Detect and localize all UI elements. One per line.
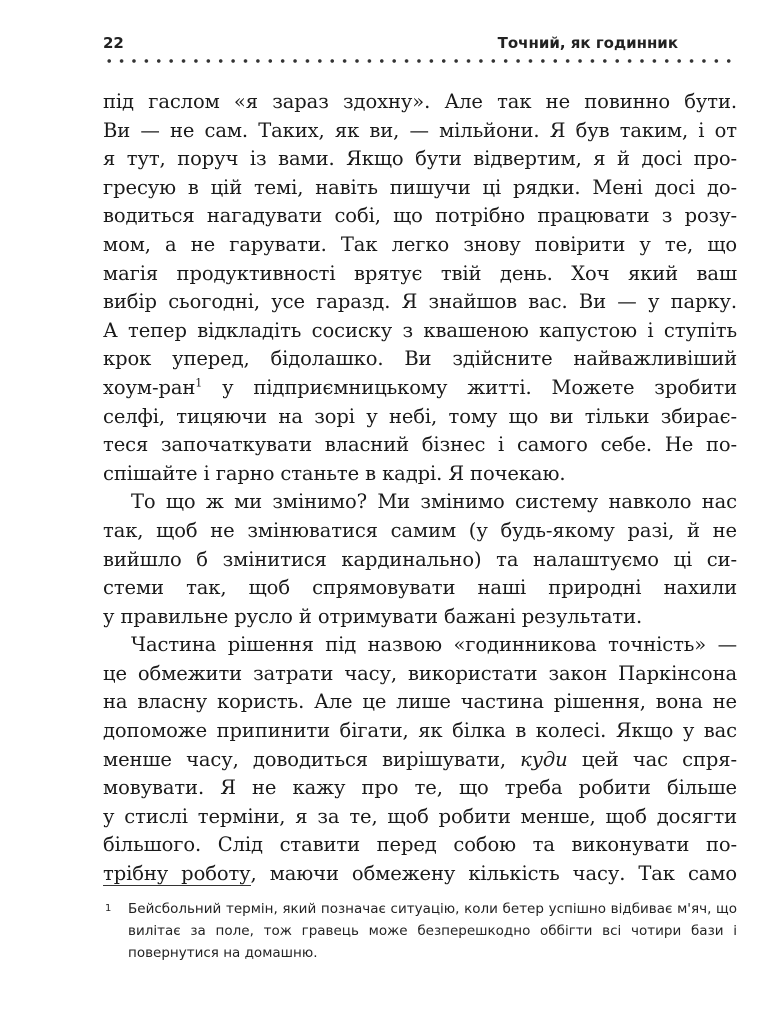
paragraph-1	[103, 88, 737, 488]
text-line: мовувати. Я не кажу про те, що треба робити більше	[103, 776, 737, 800]
text-line: Ви — не сам. Таких, як ви, — мільйони. Я був таким, і от	[103, 118, 737, 142]
text-line: водиться нагадувати собі, що потрібно працювати з розу-	[103, 204, 737, 228]
text-line: під гаслом «я зараз здохну». Але так не повинно бути.	[103, 90, 737, 113]
paragraph-3	[103, 631, 737, 888]
text-line: трібну роботу, маючи обмежену кількість часу. Так само	[103, 862, 737, 886]
text-line: більшого. Слід ставити перед собою та виконувати по-	[103, 833, 737, 857]
footnote-reference: 1	[195, 376, 203, 390]
text-line	[103, 374, 737, 403]
body-text	[103, 88, 737, 889]
text-line: крок уперед, бідолашко. Ви здійсните найважливіший	[103, 347, 737, 371]
text-line: стеми так, щоб спрямовувати наші природні нахили	[103, 576, 737, 600]
text-line: А тепер відкладіть сосиску з квашеною капустою і ступіть	[103, 318, 737, 342]
text-line	[103, 746, 737, 775]
text-fragment: хоум-ран	[103, 375, 196, 399]
footnote-mark: 1	[105, 903, 112, 914]
text-line: магія продуктивності врятує твій день. Хоч який ваш	[103, 261, 737, 285]
text-line: спішайте і гарно станьте в кадрі. Я почекаю.	[103, 461, 566, 485]
text-line: на власну користь. Але це лише частина рішення, вона не	[103, 690, 737, 714]
text-line: То що ж ми змінимо? Ми змінимо систему навколо нас	[131, 490, 737, 514]
text-line: у правильне русло й отримувати бажані результати.	[103, 604, 643, 628]
text-fragment: менше часу, доводиться вирішувати,	[103, 747, 506, 771]
dotted-divider	[103, 58, 733, 64]
footnote-rule	[103, 885, 251, 886]
running-title: Точний, як годинник	[497, 34, 678, 52]
text-line: вибір сьогодні, усе гаразд. Я знайшов вас. Ви — у парку.	[103, 290, 737, 314]
text-line: це обмежити затрати часу, використати закон Паркінсона	[103, 661, 737, 685]
text-line: у стислі терміни, я за те, щоб робити менше, щоб досягти	[103, 804, 737, 828]
text-line: селфі, тицяючи на зорі у небі, тому що ви тільки збирає-	[103, 404, 737, 428]
text-fragment: у підприємницькому житті. Можете зробити	[222, 375, 737, 399]
emphasized-word: куди	[520, 747, 568, 771]
text-line: так, щоб не змінюватися самим (у будь-якому разі, й не	[103, 518, 737, 542]
text-line: теся започаткувати власний бізнес і самого себе. Не по-	[103, 433, 737, 457]
text-line: допоможе припинити бігати, як білка в колесі. Якщо у вас	[103, 719, 737, 743]
text-line: мом, а не гарувати. Так легко знову повірити у те, що	[103, 232, 737, 256]
text-fragment: цей час спря-	[581, 747, 737, 771]
footnote	[103, 898, 737, 964]
text-line: я тут, поруч із вами. Якщо бути відвертим, я й досі про-	[103, 147, 737, 171]
text-line: Частина рішення під назвою «годинникова точність» —	[131, 633, 737, 657]
text-line: гресую в цій темі, навіть пишучи ці рядки. Мені досі до-	[103, 175, 737, 199]
footnote-text: Бейсбольний термін, який позначає ситуацію, коли бетер успішно відбиває м'яч, що вилітає за поле, тож гравець може безперешкодно оббігти всі чотири бази і повернутися на домашню.	[128, 901, 737, 961]
paragraph-2	[103, 488, 737, 631]
text-line: вийшло б змінитися кардинально) та налаштуємо ці си-	[103, 547, 737, 571]
page-number: 22	[103, 34, 124, 52]
